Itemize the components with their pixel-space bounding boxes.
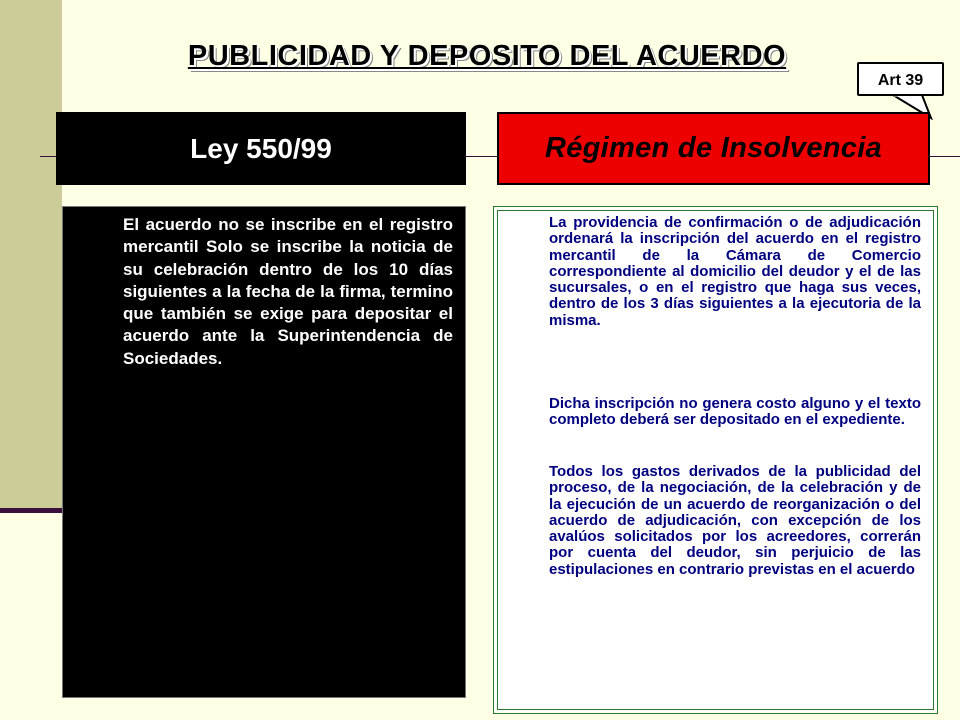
column-header-regimen-label: Régimen de Insolvencia [545, 132, 882, 164]
connector-line-middle [466, 156, 497, 157]
side-decoration-rule [0, 508, 62, 513]
left-panel-text: El acuerdo no se inscribe en el registro mercantil Solo se inscribe la noticia de su celebración dentro de los 10 días siguientes a la fecha de la firma, termino que también se exige para depositar el acuerdo ante la Superintendencia de Sociedades. [123, 215, 453, 368]
left-text-panel [62, 206, 466, 698]
article-callout: Art 39 [857, 62, 944, 96]
right-paragraph-1: La providencia de confirmación o de adjudicación ordenará la inscripción del acuerdo en el registro mercantil de la Cámara de Comercio correspondiente al domicilio del deudor y el de las sucursales, o en el registro que haga sus veces, dentro de los 3 días siguientes a la ejecutoria de la misma. [549, 214, 921, 329]
right-paragraph-2: Dicha inscripción no genera costo alguno y el texto completo deberá ser depositado en el expediente. [549, 395, 921, 429]
right-text-panel [493, 206, 938, 714]
right-paragraph-3: Todos los gastos derivados de la publicidad del proceso, de la negociación, de la celebración y de la ejecución de un acuerdo de reorganización o del acuerdo de adjudicación, con excepción de los avalúos solicitados por los acreedores, correrán por cuenta del deudor, sin perjuicio de las estipulaciones en contrario previstas en el acuerdo [549, 463, 921, 578]
column-header-ley: Ley 550/99 [56, 112, 466, 185]
connector-line-right [930, 156, 960, 157]
slide-title: PUBLICIDAD Y DEPOSITO DEL ACUERDO [187, 40, 787, 72]
column-header-regimen [497, 112, 930, 185]
side-decoration-band [0, 0, 62, 511]
